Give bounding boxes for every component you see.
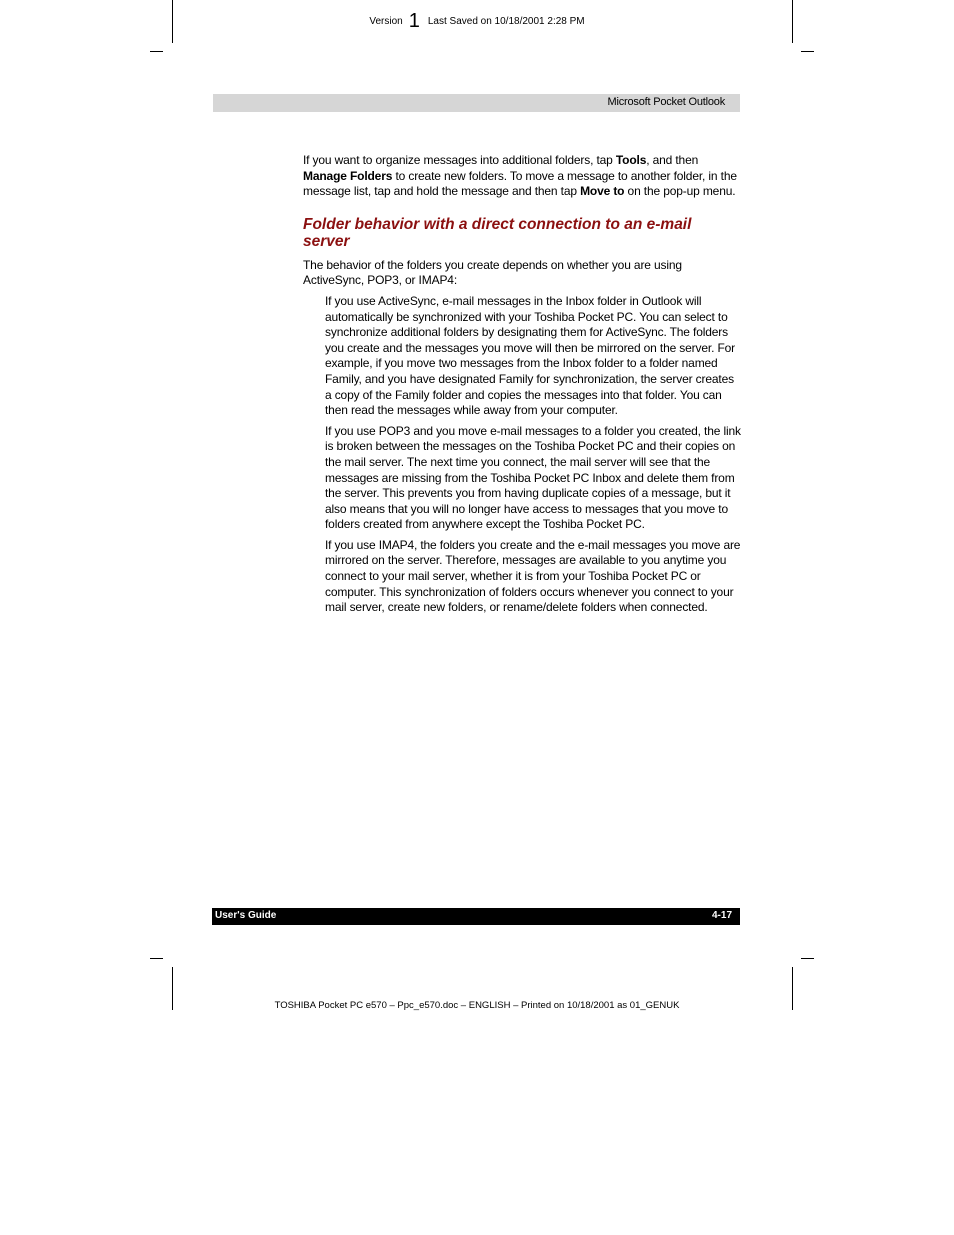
paragraph-activesync: If you use ActiveSync, e-mail messages in the Inbox folder in Outlook will automatically be synchronized with your Toshiba Pocket PC. You can select to synchronize additional folders by designating them for ActiveSync. The folders you create and the messages you move will then be mirrored on the server. For example, if you move two messages from the Inbox folder to a folder named Family, and you have designated Family for synchronization, the server creates a copy of the Family folder and copies the messages into that folder. You can then read the messages while away from your computer. [325, 293, 735, 418]
last-saved: Last Saved on 10/18/2001 2:28 PM [427, 16, 585, 27]
running-footer [212, 908, 740, 925]
crop-mark [801, 958, 814, 959]
page-number: 4-17 [711, 910, 732, 921]
footer-guide-title: User's Guide [215, 910, 277, 921]
document-version-line [0, 10, 954, 33]
ui-term-tools: Tools [615, 153, 647, 167]
paragraph-intro: The behavior of the folders you create depends on whether you are using ActiveSync, POP3, or IMAP4: [303, 257, 682, 288]
section-heading: Folder behavior with a direct connection to an e-mail server [303, 215, 692, 250]
running-header [213, 94, 740, 112]
version-label: Version [369, 16, 403, 27]
version-number: 1 [408, 10, 420, 32]
crop-mark [150, 958, 163, 959]
crop-mark [801, 51, 814, 52]
paragraph-imap4: If you use IMAP4, the folders you create and the e-mail messages you move are mirrored on the server. Therefore, messages are available to you anytime you connect to your mail server, whether it is from your Toshiba Pocket PC or computer. This synchronization of folders occurs whenever you connect to your mail server, create new folders, or rename/delete folders when connected. [325, 537, 741, 615]
page-body [303, 153, 741, 621]
paragraph-organize-folders: If you want to organize messages into additional folders, tap Tools, and then Manage Folders to create new folders. To move a message to another folder, in the message list, tap and hold the message and then tap Move to on the pop-up menu. [303, 153, 737, 199]
ui-term-manage-folders: Manage Folders [303, 168, 393, 183]
ui-term-move-to: Move to [580, 184, 625, 199]
paragraph-pop3: If you use POP3 and you move e-mail messages to a folder you created, the link is broken between the messages on the Toshiba Pocket PC and their copies on the mail server. The next time you connect, the mail server will see that the messages are missing from the Toshiba Pocket PC Inbox and delete them from the server. This prevents you from having duplicate copies of a message, but it also means that you will no longer have access to messages that you move to folders created from anywhere except the Toshiba Pocket PC. [325, 423, 741, 532]
print-info-line: TOSHIBA Pocket PC e570 – Ppc_e570.doc – ENGLISH – Printed on 10/18/2001 as 01_GENUK [274, 1000, 680, 1011]
crop-mark [150, 51, 163, 52]
header-title: Microsoft Pocket Outlook [607, 96, 725, 108]
